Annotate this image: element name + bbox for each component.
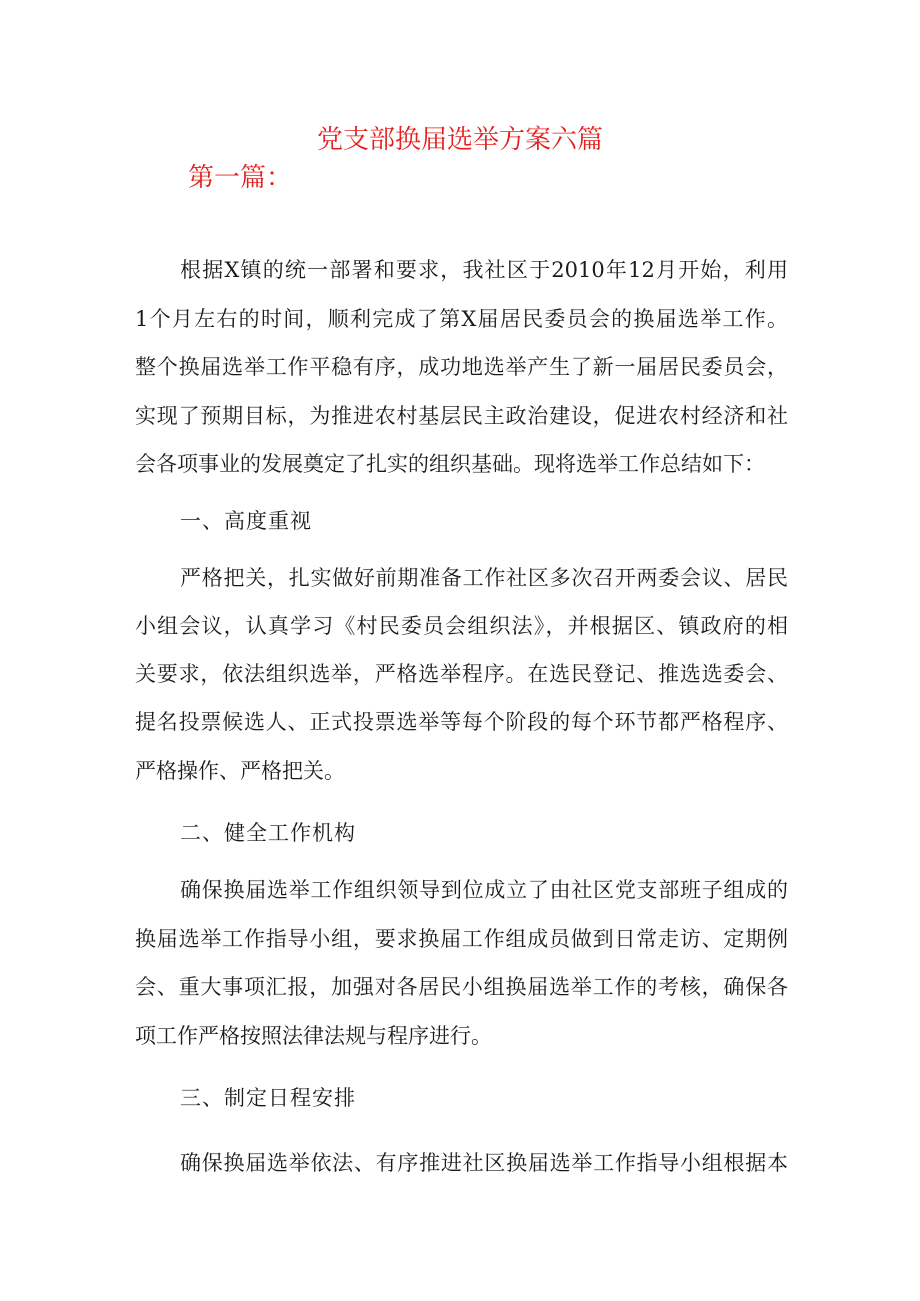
intro-line: 整个换届选举工作平稳有序，成功地选举产生了新一届居民委员会， — [135, 355, 788, 379]
section-line: 项工作严格按照法律法规与程序进行。 — [135, 1024, 492, 1048]
section-line: 小组会议，认真学习《村民委员会组织法》，并根据区、镇政府的相 — [135, 614, 788, 638]
section-line: 会、重大事项汇报，加强对各居民小组换届选举工作的考核，确保各 — [135, 975, 788, 999]
section-line: 关要求，依法组织选举，严格选举程序。在选民登记、推选选委会、 — [135, 662, 788, 686]
section-line: 换届选举工作指导小组，要求换届工作组成员做到日常走访、定期例 — [135, 927, 788, 951]
intro-line: 会各项事业的发展奠定了扎实的组织基础。现将选举工作总结如下： — [135, 452, 765, 476]
section-heading: 三、制定日程安排 — [180, 1086, 356, 1110]
part-label: 第一篇： — [188, 163, 293, 193]
intro-line: 1个月左右的时间，顺利完成了第X届居民委员会的换届选举工作。 — [135, 307, 788, 331]
document-title: 党支部换届选举方案六篇 — [316, 125, 603, 155]
section-line: 确保换届选举工作组织领导到位成立了由社区党支部班子组成的 — [180, 878, 788, 902]
section-line: 确保换届选举依法、有序推进社区换届选举工作指导小组根据本 — [180, 1151, 788, 1175]
section-line: 提名投票候选人、正式投票选举等每个阶段的每个环节都严格程序、 — [135, 710, 788, 734]
section-line: 严格操作、严格把关。 — [135, 759, 345, 783]
intro-line: 根据X镇的统一部署和要求，我社区于2010年12月开始，利用 — [180, 258, 788, 282]
section-heading: 二、健全工作机构 — [180, 821, 356, 845]
section-heading: 一、高度重视 — [180, 509, 312, 533]
section-line: 严格把关，扎实做好前期准备工作社区多次召开两委会议、居民 — [180, 566, 788, 590]
intro-line: 实现了预期目标，为推进农村基层民主政治建设，促进农村经济和社 — [135, 404, 788, 428]
